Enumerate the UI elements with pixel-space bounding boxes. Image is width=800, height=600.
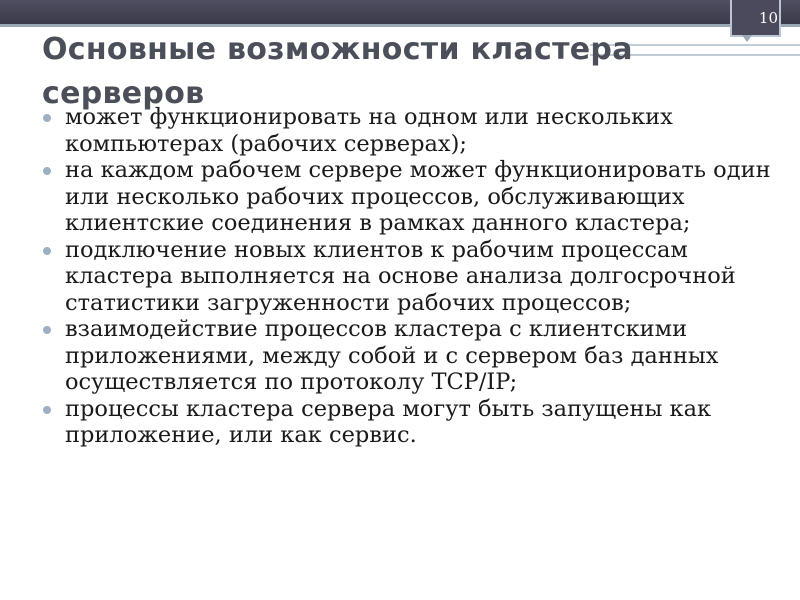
bullet-item bbox=[42, 237, 782, 317]
triangle-marker-icon bbox=[742, 35, 752, 42]
bullet-dot-icon bbox=[43, 167, 51, 175]
bullet-item bbox=[42, 316, 782, 396]
slide-number: 10 bbox=[758, 9, 778, 27]
bullet-dot-icon bbox=[43, 326, 51, 334]
bullet-text: подключение новых клиентов к рабочим процессам кластера выполняется на основе анализа долгосрочной статистики загруженности рабочих процессов; bbox=[65, 236, 736, 316]
bullet-dot-icon bbox=[43, 406, 51, 414]
bullet-text: взаимодействие процессов кластера с клиентскими приложениями, между собой и с сервером баз данных осуществляется по протоколу TCP/IP; bbox=[65, 316, 719, 395]
bullet-item bbox=[42, 104, 782, 157]
header-band bbox=[0, 0, 800, 24]
bullet-text: может функционировать на одном или нескольких компьютерах (рабочих серверах); bbox=[65, 104, 673, 157]
bullet-dot-icon bbox=[43, 114, 51, 122]
bullet-dot-icon bbox=[43, 247, 51, 255]
bullet-item bbox=[42, 396, 782, 449]
bullet-text: на каждом рабочем сервере может функционировать один или несколько рабочих процессов, обслуживающих клиентские соединения в рамках данного кластера; bbox=[65, 157, 771, 236]
bullet-list bbox=[42, 104, 782, 449]
bullet-text: процессы кластера сервера могут быть запущены как приложение, или как сервис. bbox=[65, 395, 712, 448]
bullet-item bbox=[42, 157, 782, 237]
header-accent-line bbox=[0, 24, 800, 27]
slide-title: Основные возможности кластера серверов bbox=[42, 32, 633, 111]
